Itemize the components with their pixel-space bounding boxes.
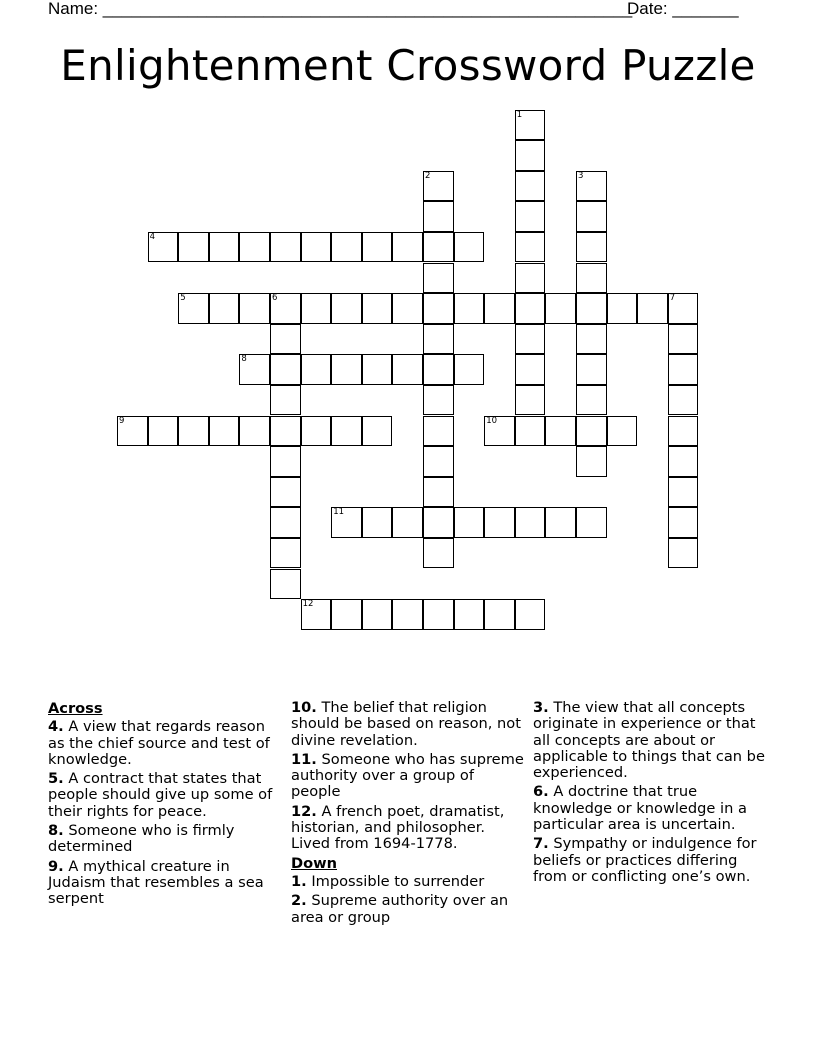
crossword-cell[interactable] — [362, 293, 393, 324]
clue-text: The view that all concepts originate in experience or that all concepts are about or applicable to things that can be experienced. — [533, 699, 765, 782]
crossword-cell[interactable] — [392, 599, 423, 630]
crossword-cell[interactable] — [576, 354, 607, 385]
crossword-cell[interactable] — [301, 416, 332, 447]
crossword-cell[interactable] — [515, 263, 546, 294]
crossword-cell[interactable] — [515, 507, 546, 538]
crossword-cell[interactable] — [668, 416, 699, 447]
clue-number: 3. — [533, 699, 549, 716]
clue-number: 9. — [48, 857, 64, 875]
clue-text: The belief that religion should be based on reason, not divine revelation. — [291, 699, 521, 749]
crossword-cell[interactable] — [515, 293, 546, 324]
crossword-cell[interactable] — [270, 385, 301, 416]
crossword-cell[interactable] — [545, 507, 576, 538]
crossword-cell[interactable] — [331, 293, 362, 324]
crossword-cell[interactable] — [423, 599, 454, 630]
crossword-cell[interactable] — [668, 354, 699, 385]
clue-number: 11. — [291, 750, 317, 768]
clue-text: Impossible to surrender — [311, 872, 485, 890]
across-clue-4 — [48, 719, 284, 768]
crossword-cell[interactable] — [178, 232, 209, 263]
crossword-cell[interactable] — [576, 446, 607, 477]
clue-number: 12. — [291, 802, 317, 820]
crossword-cell[interactable] — [515, 232, 546, 263]
crossword-cell[interactable] — [423, 385, 454, 416]
crossword-cell[interactable] — [331, 507, 362, 538]
down-clue-2 — [291, 893, 527, 926]
crossword-cell[interactable] — [545, 293, 576, 324]
crossword-cell[interactable] — [454, 599, 485, 630]
crossword-cell[interactable] — [454, 507, 485, 538]
crossword-cell[interactable] — [178, 416, 209, 447]
crossword-cell[interactable] — [423, 416, 454, 447]
crossword-cell[interactable] — [454, 293, 485, 324]
crossword-cell[interactable] — [423, 538, 454, 569]
crossword-cell[interactable] — [301, 599, 332, 630]
crossword-cell[interactable] — [239, 354, 270, 385]
crossword-cell[interactable] — [178, 293, 209, 324]
crossword-cell[interactable] — [668, 293, 699, 324]
cell-number: 10 — [486, 415, 498, 426]
crossword-cell[interactable] — [392, 507, 423, 538]
crossword-cell[interactable] — [576, 232, 607, 263]
clue-text: A doctrine that true knowledge or knowledge in a particular area is uncertain. — [533, 783, 747, 834]
down-clue-3 — [533, 700, 769, 781]
crossword-cell[interactable] — [423, 293, 454, 324]
clue-number: 4. — [48, 718, 64, 736]
crossword-cell[interactable] — [423, 171, 454, 202]
crossword-cell[interactable] — [117, 416, 148, 447]
crossword-cell[interactable] — [209, 232, 240, 263]
crossword-cell[interactable] — [423, 324, 454, 355]
clue-text: Someone who has supreme authority over a group of people — [291, 750, 524, 801]
clue-number: 7. — [533, 835, 549, 853]
crossword-cell[interactable] — [270, 538, 301, 569]
crossword-cell[interactable] — [576, 201, 607, 232]
crossword-cell[interactable] — [454, 354, 485, 385]
across-clue-8 — [48, 823, 284, 856]
crossword-cell[interactable] — [515, 201, 546, 232]
crossword-cell[interactable] — [423, 354, 454, 385]
date-field-label[interactable]: Date: _______ — [627, 0, 739, 18]
crossword-cell[interactable] — [668, 507, 699, 538]
clue-text: A view that regards reason as the chief source and test of knowledge. — [48, 718, 270, 768]
cell-number: 7 — [669, 293, 676, 304]
cell-number: 12 — [302, 599, 314, 610]
cell-number: 11 — [333, 507, 345, 518]
cell-number: 3 — [578, 170, 584, 181]
crossword-cell[interactable] — [362, 232, 393, 263]
cell-number: 2 — [425, 170, 431, 181]
crossword-cell[interactable] — [484, 507, 515, 538]
crossword-cell[interactable] — [484, 293, 515, 324]
crossword-cell[interactable] — [239, 232, 270, 263]
crossword-cell[interactable] — [515, 171, 546, 202]
across-clue-12 — [291, 804, 527, 853]
crossword-cell[interactable] — [454, 232, 485, 263]
crossword-cell[interactable] — [576, 171, 607, 202]
clues-column-1 — [48, 700, 284, 911]
crossword-cell[interactable] — [301, 293, 332, 324]
cell-number: 5 — [180, 293, 186, 304]
crossword-cell[interactable] — [331, 416, 362, 447]
down-clue-7 — [533, 836, 769, 885]
clue-number: 5. — [48, 770, 64, 788]
crossword-cell[interactable] — [301, 354, 332, 385]
across-clue-9 — [48, 859, 284, 908]
crossword-cell[interactable] — [209, 293, 240, 324]
across-clue-10 — [291, 700, 527, 749]
crossword-cell[interactable] — [668, 446, 699, 477]
crossword-cell[interactable] — [270, 416, 301, 447]
crossword-cell[interactable] — [362, 354, 393, 385]
crossword-cell[interactable] — [148, 232, 179, 263]
clue-number: 1. — [291, 872, 307, 890]
crossword-cell[interactable] — [392, 354, 423, 385]
clue-text: A contract that states that people should give up some of their rights for peace. — [48, 770, 273, 820]
crossword-cell[interactable] — [515, 324, 546, 355]
cell-number: 8 — [241, 354, 247, 365]
clues-column-3 — [533, 700, 769, 888]
crossword-cell[interactable] — [607, 293, 638, 324]
crossword-cell[interactable] — [270, 354, 301, 385]
clue-number: 8. — [48, 822, 64, 840]
crossword-cell[interactable] — [515, 385, 546, 416]
crossword-cell[interactable] — [392, 232, 423, 263]
clue-number: 2. — [291, 892, 307, 910]
crossword-cell[interactable] — [576, 263, 607, 294]
clues-column-2 — [291, 700, 527, 929]
crossword-cell[interactable] — [484, 599, 515, 630]
crossword-cell[interactable] — [239, 416, 270, 447]
crossword-cell[interactable] — [576, 507, 607, 538]
crossword-cell[interactable] — [515, 354, 546, 385]
crossword-cell[interactable] — [423, 263, 454, 294]
crossword-cell[interactable] — [576, 416, 607, 447]
clue-number: 10. — [291, 699, 317, 716]
crossword-cell[interactable] — [362, 416, 393, 447]
crossword-cell[interactable] — [148, 416, 179, 447]
crossword-cell[interactable] — [423, 201, 454, 232]
crossword-cell[interactable] — [515, 416, 546, 447]
crossword-cell[interactable] — [607, 416, 638, 447]
crossword-cell[interactable] — [423, 477, 454, 508]
crossword-cell[interactable] — [270, 446, 301, 477]
crossword-cell[interactable] — [515, 599, 546, 630]
cell-number: 4 — [149, 231, 156, 242]
across-clue-5 — [48, 771, 284, 820]
across-heading: Across — [48, 700, 103, 717]
page-title: Enlightenment Crossword Puzzle — [60, 41, 756, 90]
crossword-cell[interactable] — [423, 232, 454, 263]
down-heading: Down — [291, 854, 338, 872]
crossword-cell[interactable] — [331, 354, 362, 385]
crossword-cell[interactable] — [270, 569, 301, 600]
crossword-cell[interactable] — [331, 599, 362, 630]
crossword-cell[interactable] — [301, 232, 332, 263]
across-clue-11 — [291, 752, 527, 801]
cell-number: 1 — [516, 109, 523, 120]
crossword-cell[interactable] — [668, 324, 699, 355]
crossword-cell[interactable] — [392, 293, 423, 324]
crossword-cell[interactable] — [270, 477, 301, 508]
clue-text: Sympathy or indulgence for beliefs or practices differing from or conflicting one’s own. — [533, 835, 757, 885]
name-field-label[interactable]: Name: ________________________________________________________ — [48, 0, 633, 18]
crossword-cell[interactable] — [576, 324, 607, 355]
crossword-cell[interactable] — [515, 140, 546, 171]
crossword-cell[interactable] — [637, 293, 668, 324]
down-clue-1 — [291, 874, 527, 890]
clue-number: 6. — [533, 783, 549, 801]
crossword-cell[interactable] — [209, 416, 240, 447]
clue-text: A mythical creature in Judaism that resembles a sea serpent — [48, 857, 264, 908]
clue-text: Supreme authority over an area or group — [291, 892, 509, 926]
crossword-cell[interactable] — [668, 385, 699, 416]
crossword-cell[interactable] — [545, 416, 576, 447]
crossword-cell[interactable] — [270, 232, 301, 263]
crossword-cell[interactable] — [576, 293, 607, 324]
cell-number: 9 — [119, 415, 125, 426]
clue-text: Someone who is firmly determined — [48, 822, 235, 856]
down-clue-6 — [533, 784, 769, 833]
crossword-cell[interactable] — [668, 538, 699, 569]
crossword-cell[interactable] — [331, 232, 362, 263]
crossword-cell[interactable] — [484, 416, 515, 447]
cell-number: 6 — [272, 293, 278, 304]
crossword-cell[interactable] — [270, 293, 301, 324]
crossword-cell[interactable] — [362, 599, 393, 630]
crossword-cell[interactable] — [423, 507, 454, 538]
crossword-cell[interactable] — [668, 477, 699, 508]
crossword-cell[interactable] — [270, 507, 301, 538]
crossword-cell[interactable] — [362, 507, 393, 538]
crossword-cell[interactable] — [270, 324, 301, 355]
crossword-cell[interactable] — [576, 385, 607, 416]
crossword-cell[interactable] — [515, 110, 546, 141]
crossword-cell[interactable] — [239, 293, 270, 324]
crossword-cell[interactable] — [423, 446, 454, 477]
clue-text: A french poet, dramatist, historian, and philosopher. Lived from 1694-1778. — [291, 802, 505, 853]
